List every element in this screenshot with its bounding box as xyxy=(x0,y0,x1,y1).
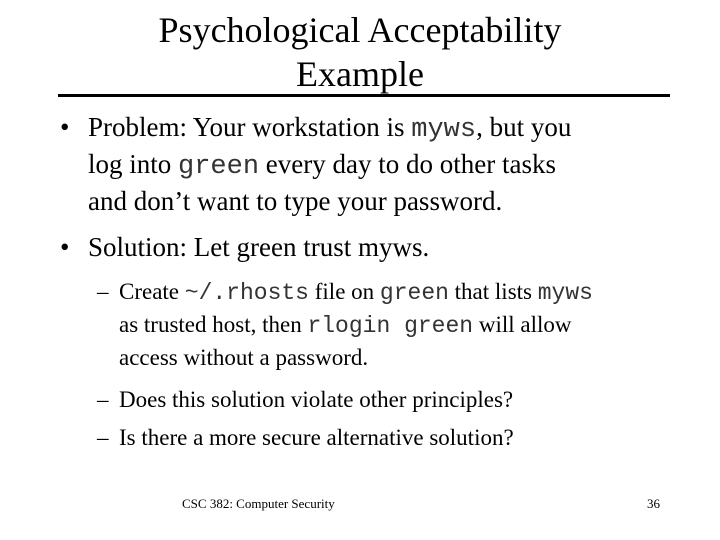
text-run: will allow xyxy=(473,312,572,337)
bullet-text xyxy=(88,230,688,264)
slide-title xyxy=(60,8,660,96)
text-run: that lists xyxy=(448,279,538,304)
sub-bullet-line xyxy=(119,309,699,342)
bullet-line xyxy=(88,184,688,218)
text-run: log into xyxy=(88,149,179,179)
text-run: as trusted host, then xyxy=(119,312,308,337)
code-run: rlogin green xyxy=(307,313,474,339)
bullet-line xyxy=(88,110,688,147)
slide-title-line-2: Example xyxy=(296,54,424,94)
text-run: every day to do other tasks xyxy=(259,149,556,179)
text-run: , but you xyxy=(476,112,572,142)
bullet-marker: • xyxy=(60,112,70,142)
sub-bullet-text xyxy=(119,422,699,454)
text-run: Problem: Your workstation is xyxy=(88,112,412,142)
page-number: 36 xyxy=(647,496,660,511)
text-run: and don’t want to type your password. xyxy=(88,186,503,216)
slide-title-line-1: Psychological Acceptability xyxy=(158,10,562,50)
text-run: Is there a more secure alternative solution? xyxy=(119,425,514,450)
title-divider xyxy=(58,94,670,97)
bullet-line xyxy=(88,147,688,184)
code-run: myws xyxy=(537,280,593,306)
text-run: Does this solution violate other principles? xyxy=(119,387,514,412)
footer-course: CSC 382: Computer Security xyxy=(182,496,335,511)
text-run: access without a password. xyxy=(119,345,369,370)
text-run: Solution: Let green trust myws. xyxy=(88,232,430,262)
sub-bullet-line xyxy=(119,342,699,374)
bullet-text xyxy=(88,110,688,218)
sub-bullet-text xyxy=(119,276,699,374)
text-run: Create xyxy=(119,279,185,304)
bullet-marker: • xyxy=(60,232,70,262)
code-run: green xyxy=(178,152,260,182)
bullet-line xyxy=(88,230,688,264)
sub-bullet-marker: – xyxy=(97,387,109,412)
code-run: ~/.rhosts xyxy=(184,280,309,306)
sub-bullet-line xyxy=(119,276,699,309)
code-run: green xyxy=(379,280,449,306)
sub-bullet-text xyxy=(119,384,699,416)
text-run: file on xyxy=(309,279,380,304)
code-run: myws xyxy=(411,115,477,145)
sub-bullet-marker: – xyxy=(97,279,109,304)
sub-bullet-marker: – xyxy=(97,425,109,450)
